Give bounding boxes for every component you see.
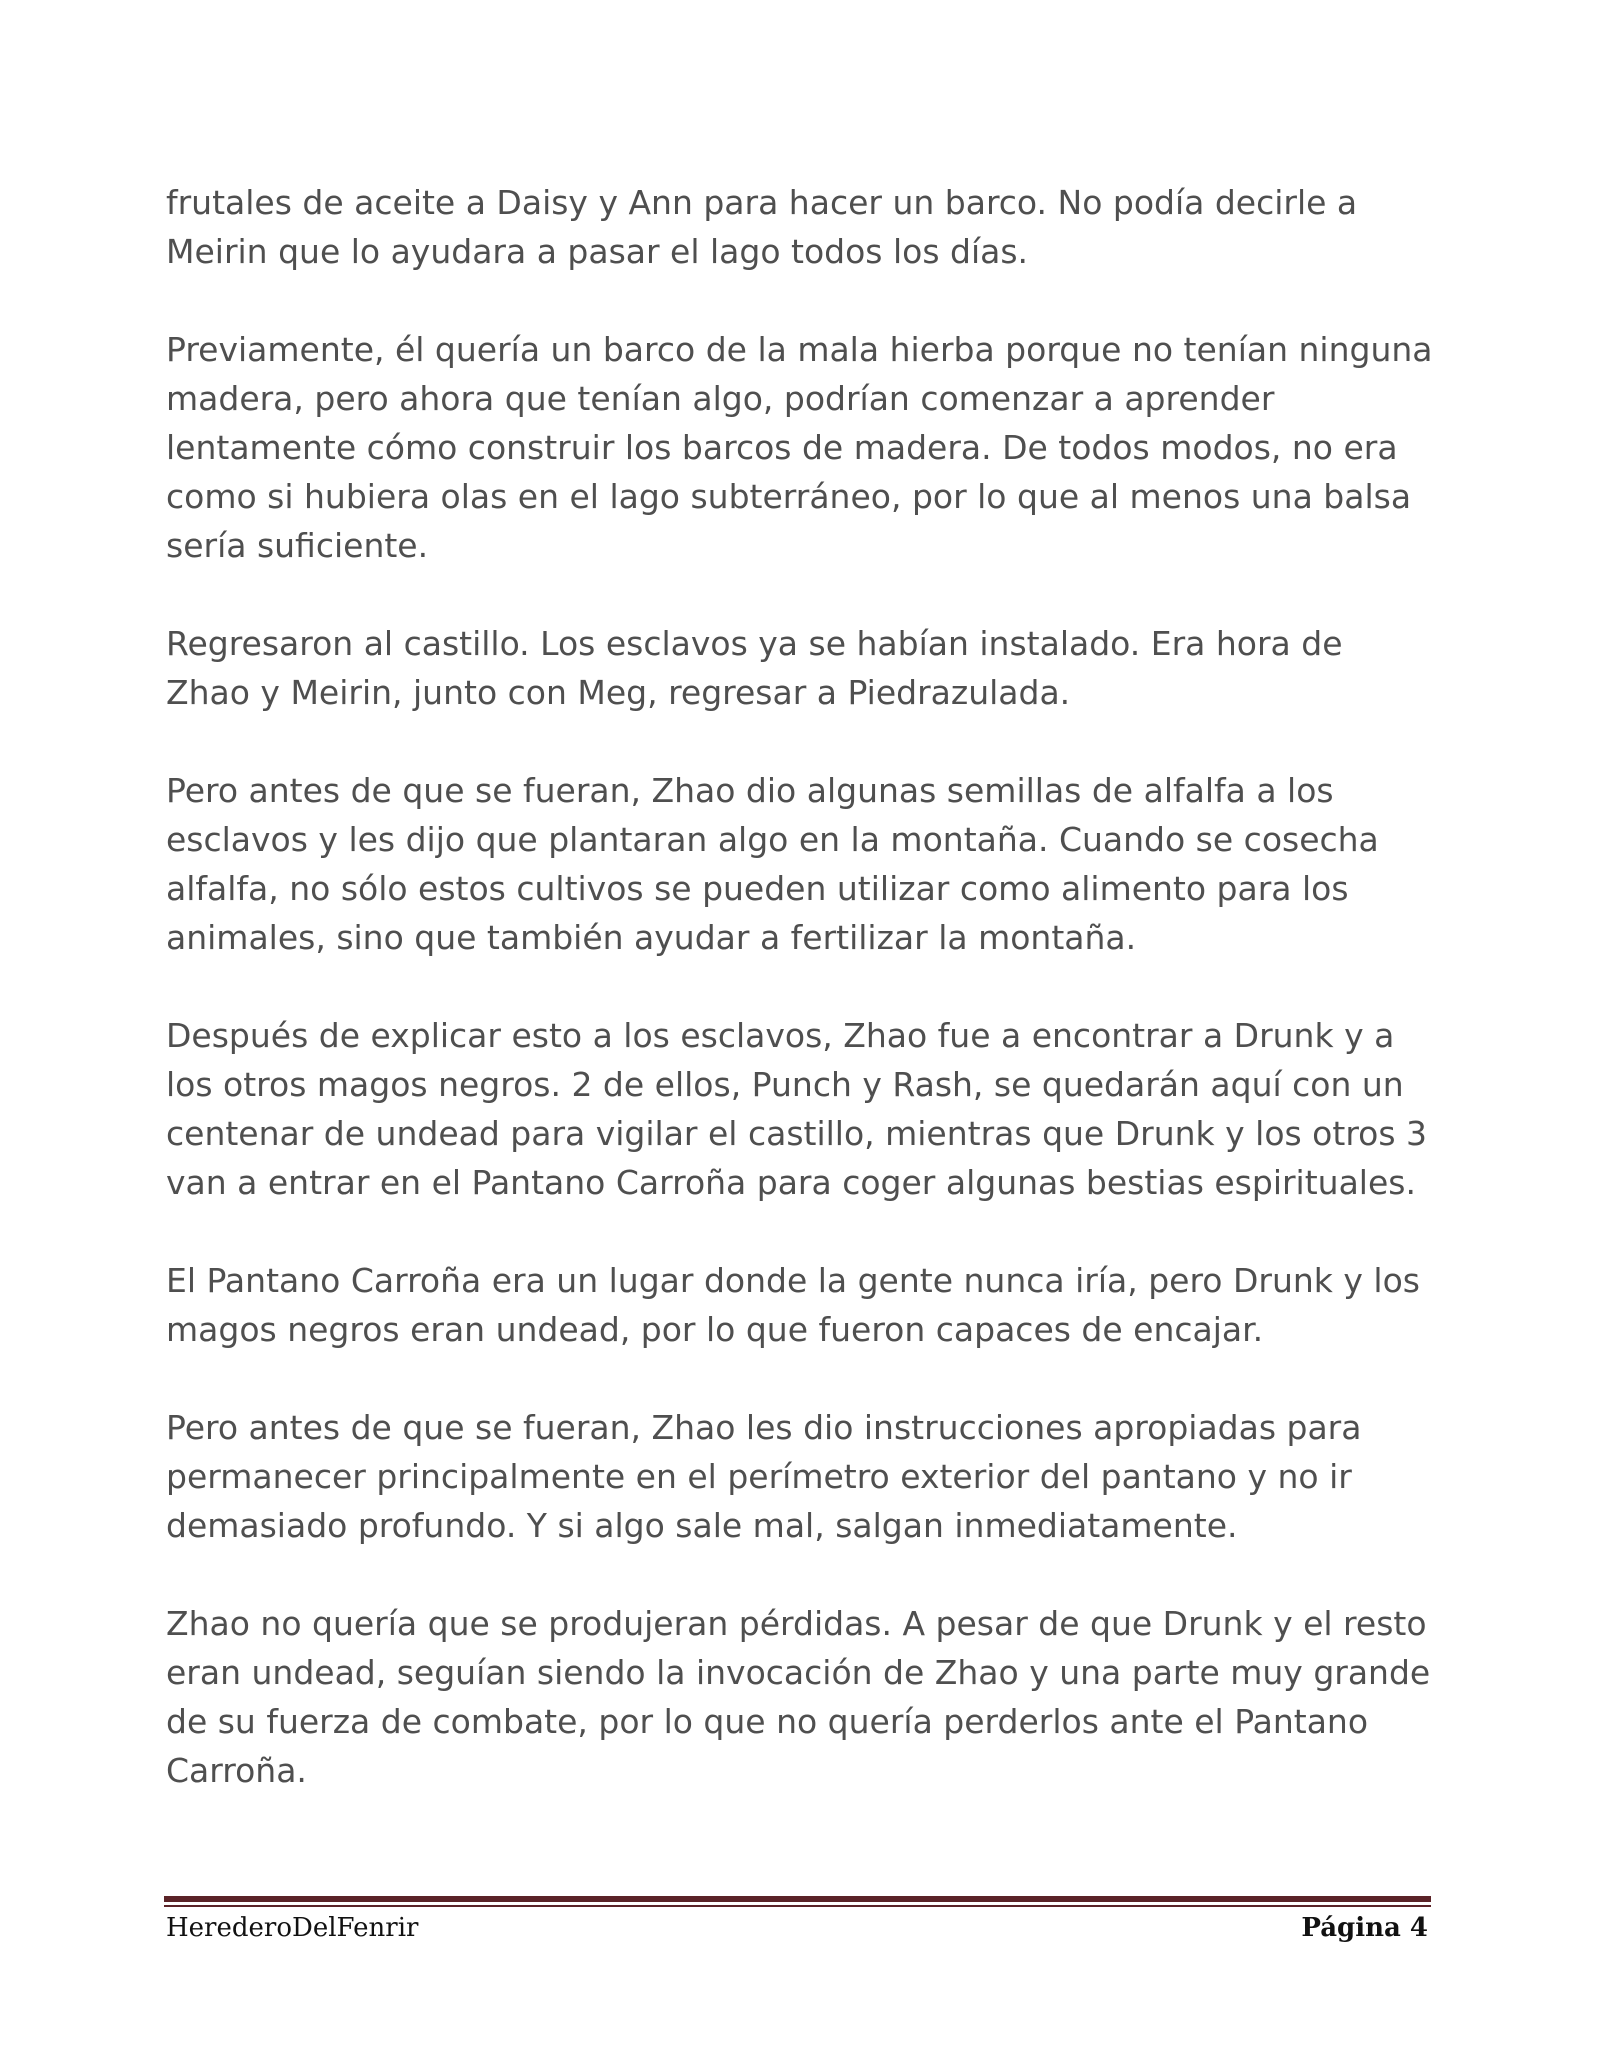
footer-author: HerederoDelFenrir xyxy=(166,1913,419,1943)
paragraph: Pero antes de que se fueran, Zhao dio algunas semillas de alfalfa a los esclavos y les dijo que plantaran algo en la montaña. Cuando se cosecha alfalfa, no sólo estos cultivos se pueden utilizar como alimento para los animales, sino que también ayudar a fertilizar la montaña. xyxy=(166,771,1379,957)
page-body xyxy=(166,178,1436,1844)
paragraph: Pero antes de que se fueran, Zhao les dio instrucciones apropiadas para permanecer principalmente en el perímetro exterior del pantano y no ir demasiado profundo. Y si algo sale mal, salgan inmediatamente. xyxy=(166,1408,1362,1545)
paragraph: frutales de aceite a Daisy y Ann para hacer un barco. No podía decirle a Meirin que lo ayudara a pasar el lago todos los días. xyxy=(166,183,1358,271)
paragraph: Zhao no quería que se produjeran pérdidas. A pesar de que Drunk y el resto eran undead, seguían siendo la invocación de Zhao y una parte muy grande de su fuerza de combate, por lo que no quería perderlos ante el Pantano Carroña. xyxy=(166,1604,1431,1790)
paragraph: Después de explicar esto a los esclavos, Zhao fue a encontrar a Drunk y a los otros magos negros. 2 de ellos, Punch y Rash, se quedarán aquí con un centenar de undead para vigilar el castillo, mientras que Drunk y los otros 3 van a entrar en el Pantano Carroña para coger algunas bestias espirituales. xyxy=(166,1016,1428,1202)
paragraph: El Pantano Carroña era un lugar donde la gente nunca iría, pero Drunk y los magos negros eran undead, por lo que fueron capaces de encajar. xyxy=(166,1261,1420,1349)
footer-rule xyxy=(164,1896,1431,1902)
footer-page-number: Página 4 xyxy=(1301,1913,1428,1943)
paragraph: Regresaron al castillo. Los esclavos ya se habían instalado. Era hora de Zhao y Meirin, junto con Meg, regresar a Piedrazulada. xyxy=(166,624,1343,712)
paragraph: Previamente, él quería un barco de la mala hierba porque no tenían ninguna madera, pero ahora que tenían algo, podrían comenzar a aprender lentamente cómo construir los barcos de madera. De todos modos, no era como si hubiera olas en el lago subterráneo, por lo que al menos una balsa sería suficiente. xyxy=(166,330,1433,565)
footer-rule-thin xyxy=(164,1905,1431,1907)
